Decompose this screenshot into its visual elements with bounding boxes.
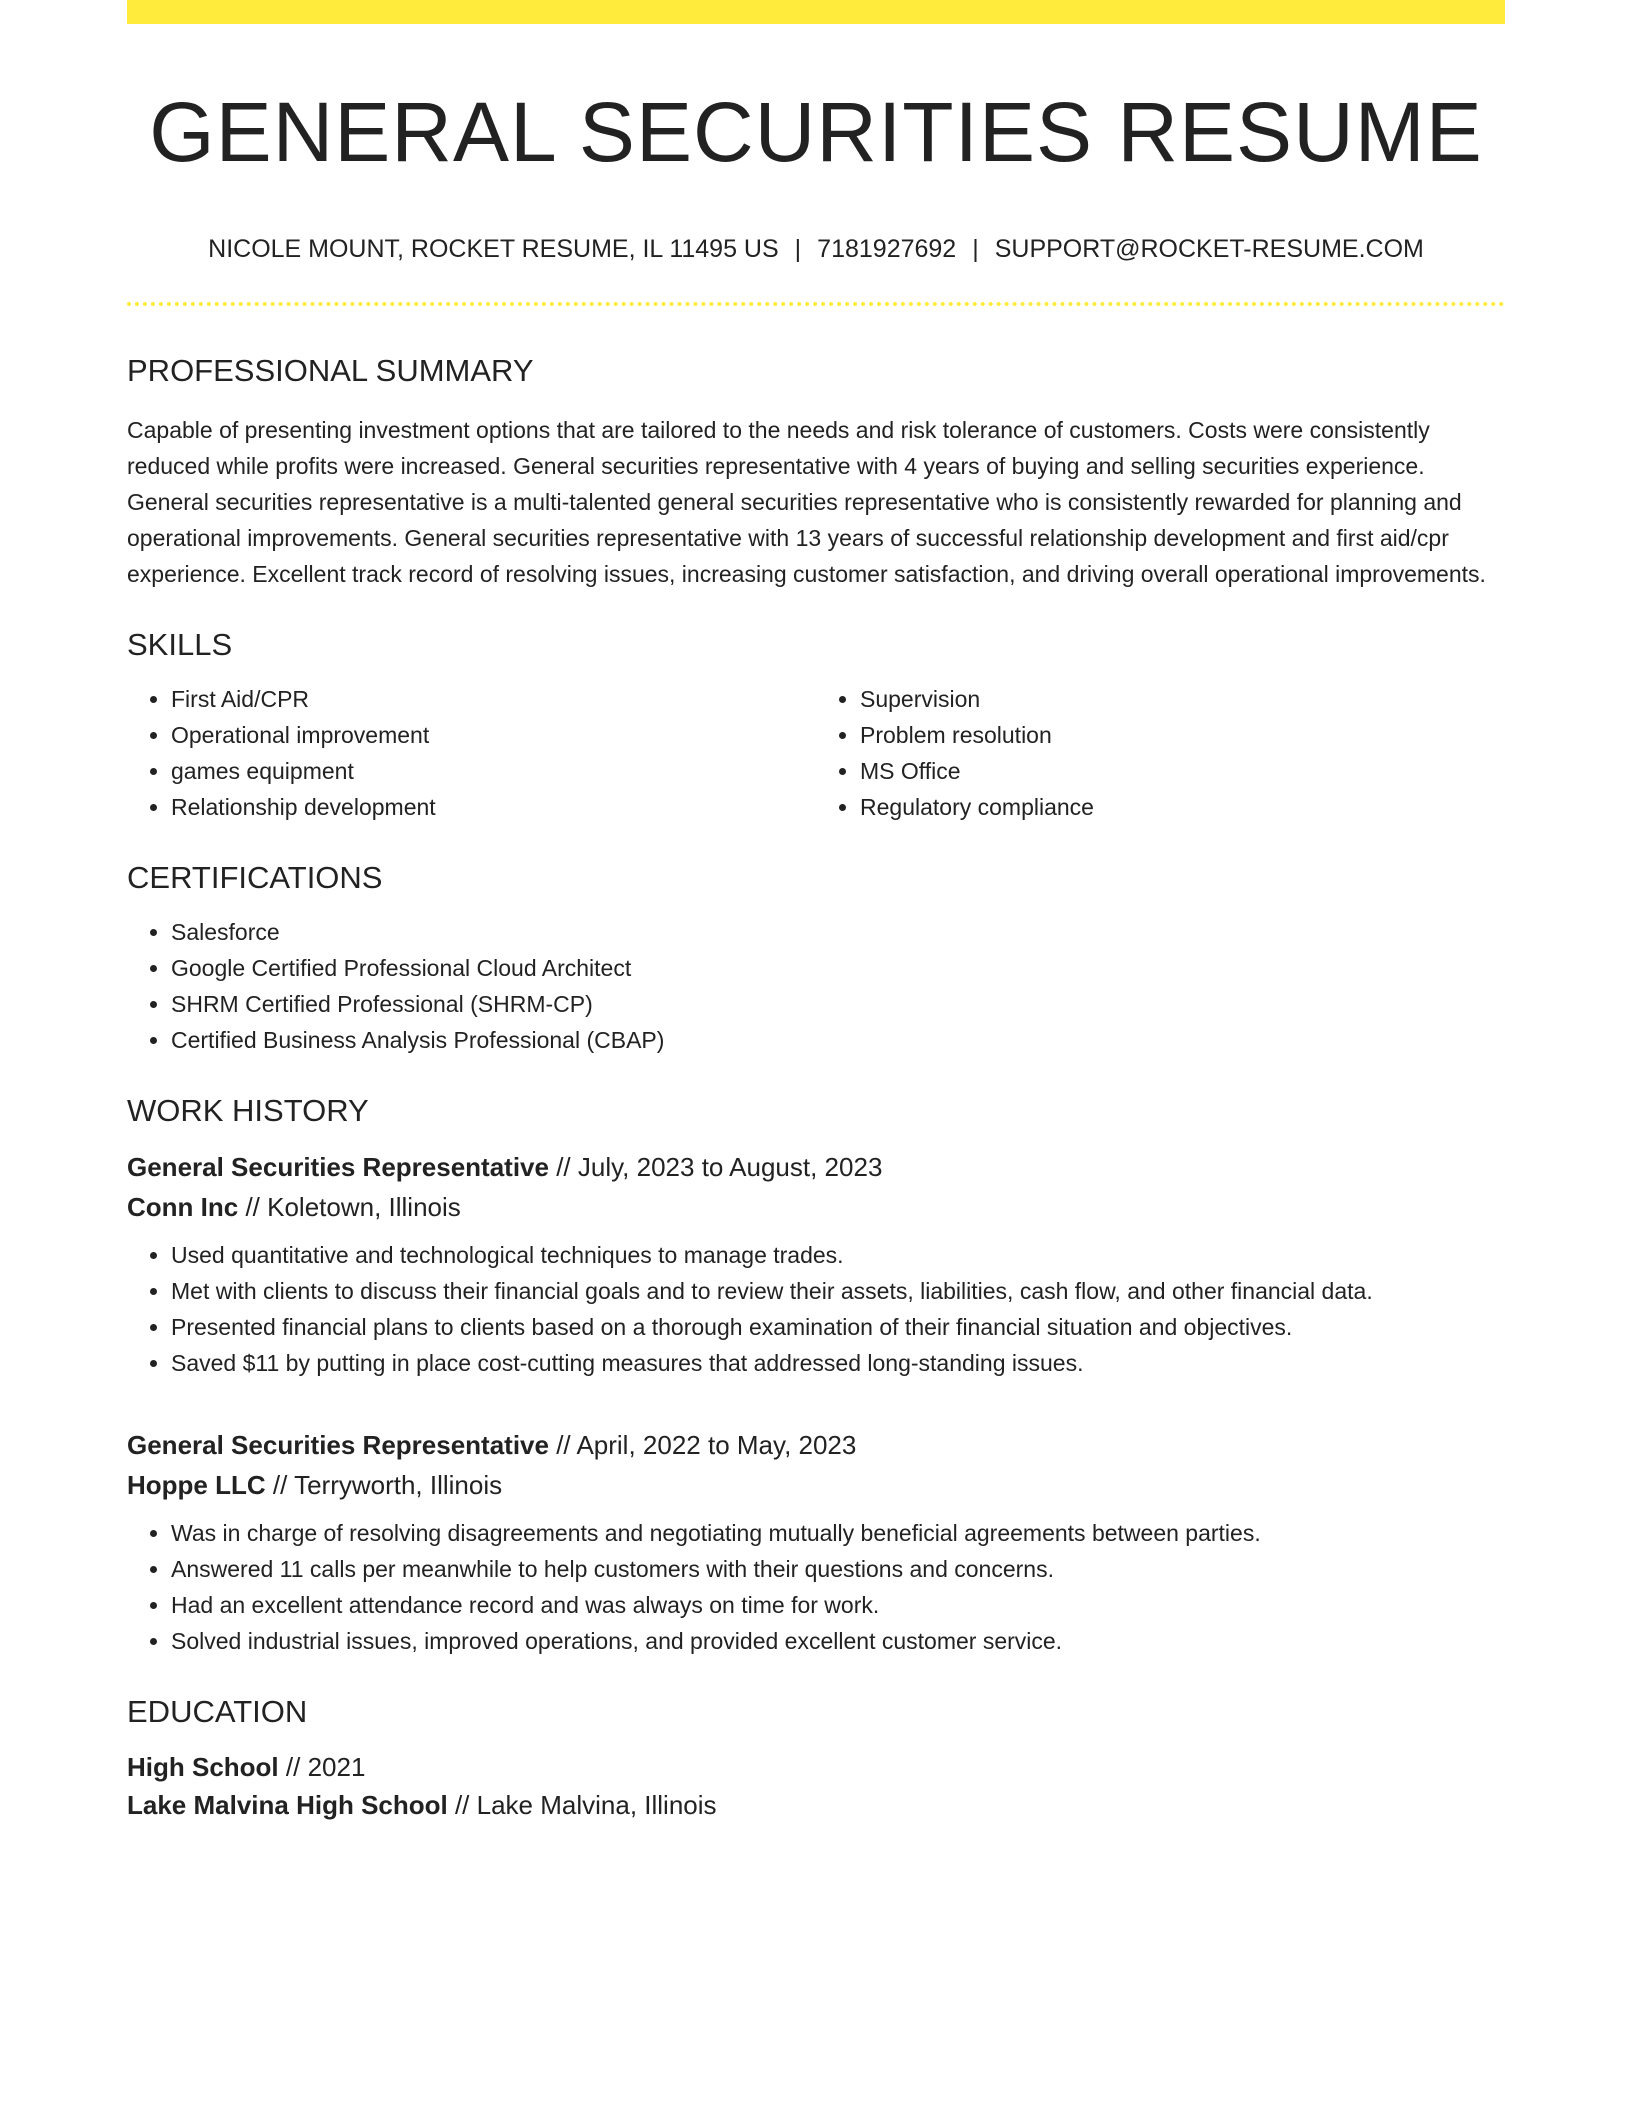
contact-line	[127, 234, 1505, 264]
skill-item: • Supervision	[860, 681, 1505, 717]
job-entry	[127, 1147, 1505, 1381]
job-dates: // April, 2022 to May, 2023	[548, 1430, 857, 1461]
skills-list-right	[816, 681, 1505, 825]
job-title-line	[127, 1425, 1505, 1465]
summary-text: Capable of presenting investment options that are tailored to the needs and risk tolerance of customers. Costs were consistently reduced while profits were increased. General securities representative with 4 years of buying and selling securities experience. General securities representative is a multi-talented general securities representative who is consistently rewarded for planning and operational improvements. General securities representative with 13 years of successful relationship development and first aid/cpr experience. Excellent track record of resolving issues, increasing customer satisfaction, and driving overall operational improvements.	[127, 416, 1486, 587]
education-degree-line	[127, 1748, 1505, 1786]
contact-separator: |	[972, 235, 979, 264]
job-role: General Securities Representative	[127, 1152, 549, 1183]
contact-phone: 7181927692	[817, 235, 957, 264]
skill-item: • games equipment	[171, 753, 816, 789]
job-bullet: • Answered 11 calls per meanwhile to help customers with their questions and concerns.	[171, 1551, 1505, 1587]
job-title-line	[127, 1147, 1505, 1187]
education-section	[127, 1693, 1505, 1824]
job-location: // Terryworth, Illinois	[265, 1470, 503, 1501]
work-history-section	[127, 1092, 1505, 1659]
job-location: // Koletown, Illinois	[238, 1192, 461, 1223]
job-company-line	[127, 1465, 1505, 1505]
skill-item: • MS Office	[860, 753, 1505, 789]
resume-page	[127, 0, 1505, 1824]
job-bullets	[127, 1237, 1505, 1381]
job-bullet: • Had an excellent attendance record and was always on time for work.	[171, 1587, 1505, 1623]
contact-address: NICOLE MOUNT, ROCKET RESUME, IL 11495 US	[208, 235, 779, 264]
skill-item: • First Aid/CPR	[171, 681, 816, 717]
job-company: Hoppe LLC	[127, 1470, 266, 1501]
skill-item: • Operational improvement	[171, 717, 816, 753]
certification-item: • SHRM Certified Professional (SHRM-CP)	[171, 986, 1505, 1022]
job-bullet: • Solved industrial issues, improved operations, and provided excellent customer service.	[171, 1623, 1505, 1659]
skill-item: • Problem resolution	[860, 717, 1505, 753]
contact-email: SUPPORT@ROCKET-RESUME.COM	[994, 235, 1424, 264]
certification-item: • Certified Business Analysis Professional (CBAP)	[171, 1022, 1505, 1058]
education-entry	[127, 1748, 1505, 1824]
job-bullets	[127, 1515, 1505, 1659]
skills-section	[127, 626, 1505, 825]
work-history-heading: WORK HISTORY	[127, 1092, 369, 1128]
certification-item: • Google Certified Professional Cloud Architect	[171, 950, 1505, 986]
certifications-list	[127, 914, 1505, 1058]
job-entry	[127, 1425, 1505, 1659]
job-bullet: • Was in charge of resolving disagreements and negotiating mutually beneficial agreements between parties.	[171, 1515, 1505, 1551]
top-accent-bar	[127, 0, 1505, 24]
resume-title: GENERAL SECURITIES RESUME	[149, 85, 1483, 179]
education-school-line	[127, 1786, 1505, 1824]
contact-separator: |	[794, 235, 802, 264]
certifications-heading: CERTIFICATIONS	[127, 859, 383, 895]
education-degree: High School	[127, 1752, 279, 1783]
job-bullet: • Met with clients to discuss their financial goals and to review their assets, liabilities, cash flow, and other financial data.	[171, 1273, 1505, 1309]
job-dates: // July, 2023 to August, 2023	[548, 1152, 883, 1183]
skills-heading: SKILLS	[127, 626, 233, 662]
dotted-divider	[127, 302, 1505, 306]
education-heading: EDUCATION	[127, 1694, 308, 1730]
job-bullet: • Presented financial plans to clients based on a thorough examination of their financial situation and objectives.	[171, 1309, 1505, 1345]
certification-item: • Salesforce	[171, 914, 1505, 950]
certifications-section	[127, 859, 1505, 1058]
job-company: Conn Inc	[127, 1192, 239, 1223]
skill-item: • Regulatory compliance	[860, 789, 1505, 825]
job-role: General Securities Representative	[127, 1430, 549, 1461]
job-company-line	[127, 1187, 1505, 1227]
education-location: // Lake Malvina, Illinois	[447, 1790, 717, 1821]
job-bullet: • Saved $11 by putting in place cost-cutting measures that addressed long-standing issues.	[171, 1345, 1505, 1381]
education-school: Lake Malvina High School	[127, 1790, 448, 1821]
skills-grid	[127, 681, 1505, 825]
skills-list-left	[127, 681, 816, 825]
summary-heading: PROFESSIONAL SUMMARY	[127, 353, 534, 389]
education-year: // 2021	[278, 1752, 366, 1783]
skill-item: • Relationship development	[171, 789, 816, 825]
job-bullet: • Used quantitative and technological techniques to manage trades.	[171, 1237, 1505, 1273]
